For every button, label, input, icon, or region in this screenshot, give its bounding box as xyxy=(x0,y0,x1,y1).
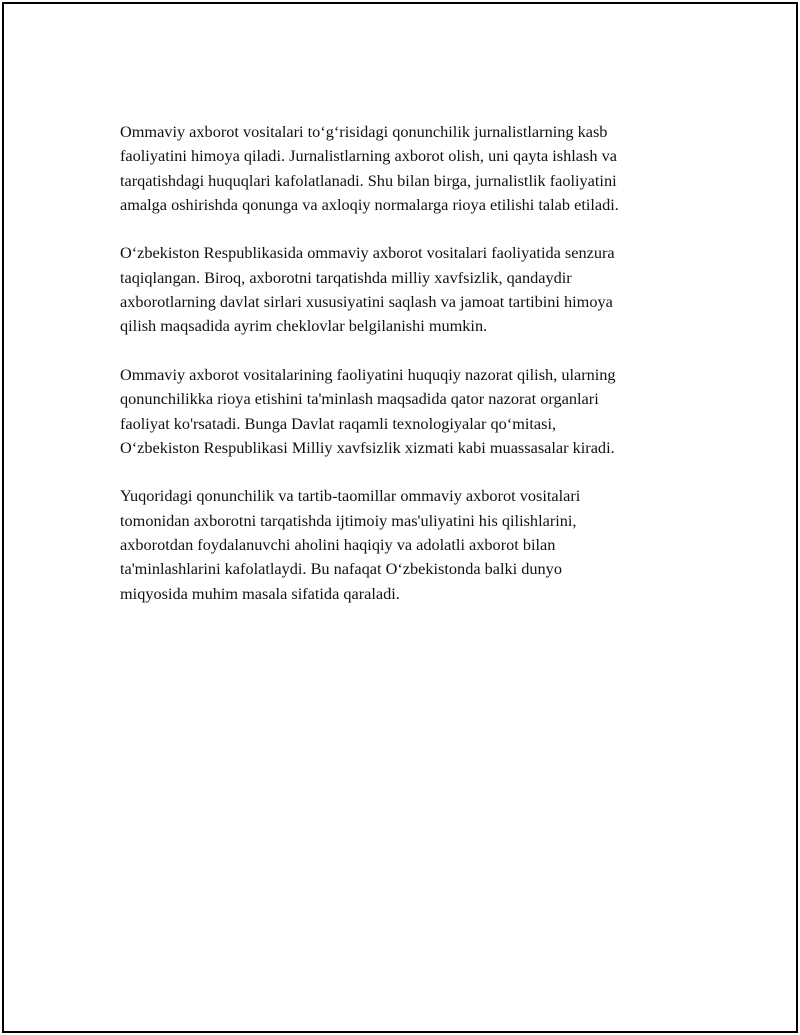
text-line: Ommaviy axborot vositalari to‘g‘risidagi qonunchilik jurnalistlarning kasb xyxy=(120,122,608,141)
text-line: faoliyatini himoya qiladi. Jurnalistlarning axborot olish, uni qayta ishlash va xyxy=(120,146,617,166)
paragraph-3 xyxy=(120,363,700,460)
document-body xyxy=(120,120,700,630)
text-line: O‘zbekiston Respublikasi Milliy xavfsizlik xizmati kabi muassasalar kiradi. xyxy=(120,437,615,457)
text-line: tarqatishdagi huquqlari kafolatlanadi. Shu bilan birga, jurnalistlik faoliyatini xyxy=(120,170,617,190)
paragraph-4 xyxy=(120,484,700,605)
text-line: axborotdan foydalanuvchi aholini haqiqiy va adolatli axborot bilan xyxy=(120,535,556,555)
text-line: faoliyat ko'rsatadi. Bunga Davlat raqamli texnologiyalar qo‘mitasi, xyxy=(120,413,557,433)
text-line: ta'minlashlarini kafolatlaydi. Bu nafaqat O‘zbekistonda balki dunyo xyxy=(120,559,562,579)
paragraph-2 xyxy=(120,241,700,338)
text-line: miqyosida muhim masala sifatida qaraladi. xyxy=(120,583,400,603)
text-line: qonunchilikka rioya etishini ta'minlash maqsadida qator nazorat organlari xyxy=(120,389,599,409)
text-line: tomonidan axborotni tarqatishda ijtimoiy mas'uliyatini his qilishlarini, xyxy=(120,510,577,530)
text-line: Yuqoridagi qonunchilik va tartib-taomillar ommaviy axborot vositalari xyxy=(120,486,581,506)
text-line: O‘zbekiston Respublikasida ommaviy axborot vositalari faoliyatida senzura xyxy=(120,243,615,263)
text-line: axborotlarning davlat sirlari xususiyatini saqlash va jamoat tartibini himoya xyxy=(120,292,613,312)
text-line: qilish maqsadida ayrim cheklovlar belgilanishi mumkin. xyxy=(120,316,488,336)
text-line: amalga oshirishda qonunga va axloqiy normalarga rioya etilishi talab etiladi. xyxy=(120,194,619,214)
text-line: taqiqlangan. Biroq, axborotni tarqatishda milliy xavfsizlik, qandaydir xyxy=(120,267,572,287)
page-frame xyxy=(2,2,798,1033)
paragraph-1 xyxy=(120,120,700,217)
text-line: Ommaviy axborot vositalarining faoliyatini huquqiy nazorat qilish, ularning xyxy=(120,364,616,384)
